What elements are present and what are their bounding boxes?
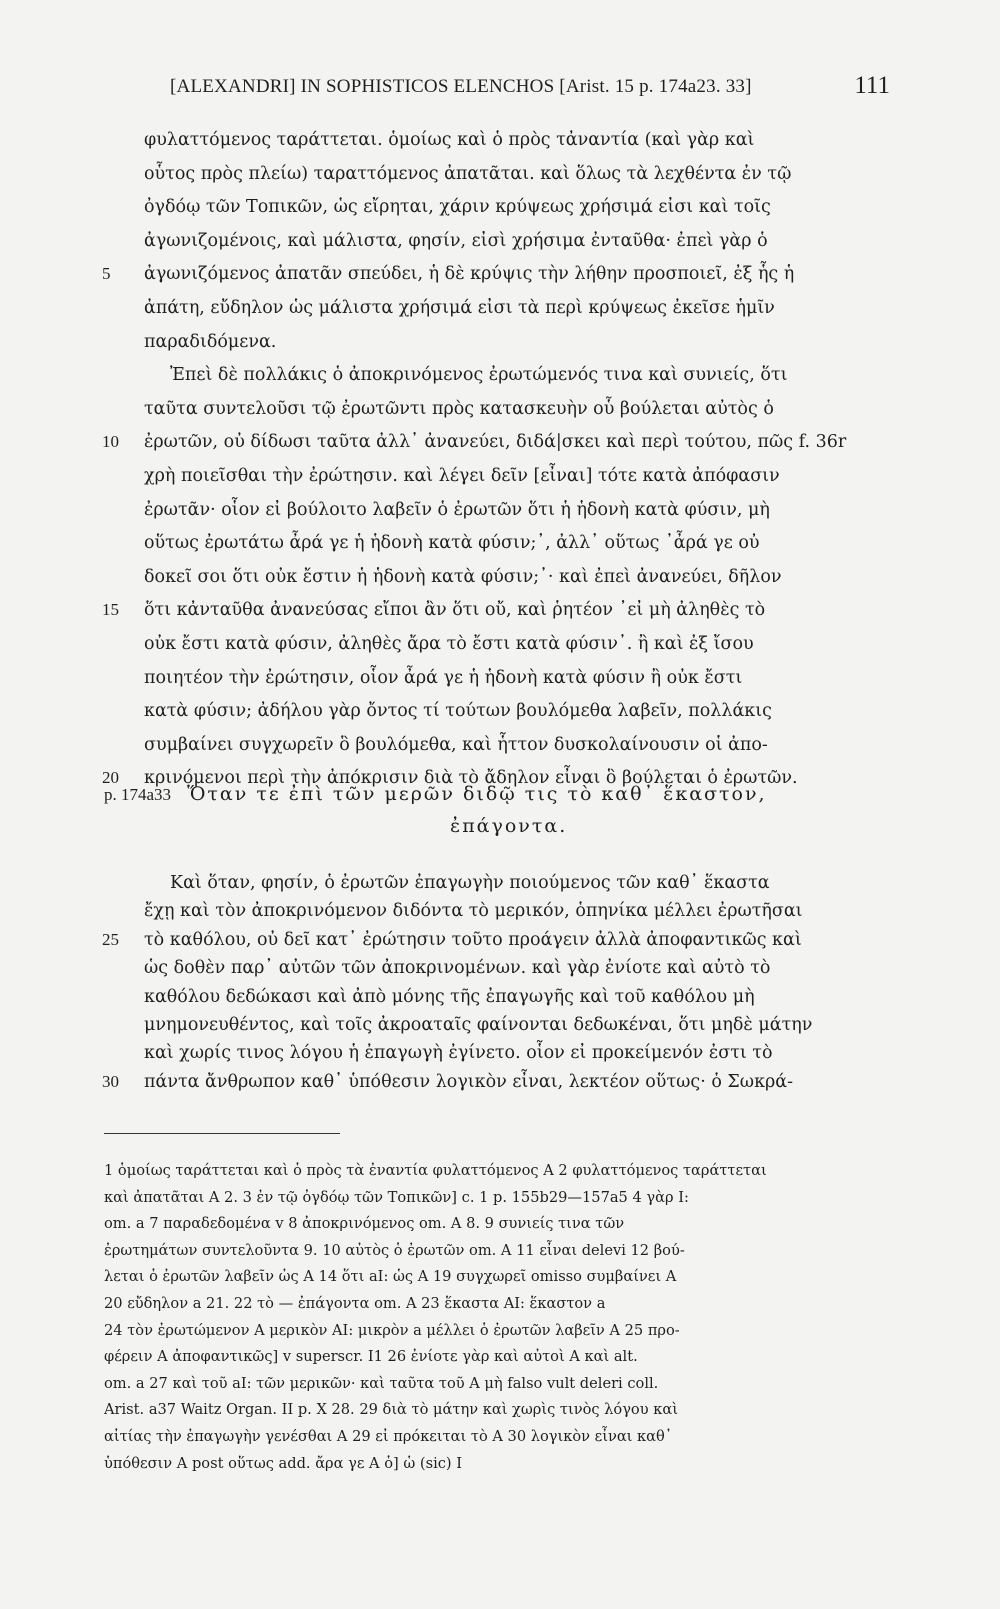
footnote-line: 1 ὁμοίως ταράττεται καὶ ὁ πρὸς τὰ ἐναντία φυλαττόμενος A 2 φυλαττόμενος ταράττεται xyxy=(104,1162,767,1179)
text-line: τὸ καθόλου, οὐ δεῖ κατ᾽ ἐρώτησιν τοῦτο προάγειν ἀλλὰ ἀποφαντικῶς καὶ xyxy=(144,929,802,950)
text-line: ἐρωτᾶν· οἷον εἰ βούλοιτο λαβεῖν ὁ ἐρωτῶν ὅτι ἡ ἡδονὴ κατὰ φύσιν, μὴ xyxy=(144,499,770,520)
text-line: ταῦτα συντελοῦσι τῷ ἐρωτῶντι πρὸς κατασκευὴν οὗ βούλεται αὐτὸς ὁ xyxy=(144,398,774,419)
lemma-text: Ὅταν τε ἐπὶ τῶν μερῶν διδῷ τις τὸ καθ᾽ ἕκαστον, xyxy=(187,783,767,805)
text-line: δοκεῖ σοι ὅτι οὐκ ἔστιν ἡ ἡδονὴ κατὰ φύσιν;᾽· καὶ ἐπεὶ ἀνανεύει, δῆλον xyxy=(144,566,782,587)
footnote-line: Arist. a37 Waitz Organ. II p. X 28. 29 διὰ τὸ μάτην καὶ χωρὶς τινὸς λόγου καὶ xyxy=(104,1401,678,1419)
text-line: ποιητέον τὴν ἐρώτησιν, οἷον ἆρά γε ἡ ἡδονὴ κατὰ φύσιν ἢ οὐκ ἔστι xyxy=(144,667,743,688)
text-line: καὶ χωρίς τινος λόγου ἡ ἐπαγωγὴ ἐγίνετο. οἷον εἰ προκείμενόν ἐστι τὸ xyxy=(144,1043,773,1064)
text-line: ἐρωτῶν, οὐ δίδωσι ταῦτα ἀλλ᾽ ἀνανεύει, διδά|σκει καὶ περὶ τούτου, πῶς f. 36r xyxy=(144,432,847,453)
page-number: 111 xyxy=(854,72,890,99)
line-number: 20 xyxy=(102,768,119,788)
line-number: 15 xyxy=(102,600,119,620)
line-number: 5 xyxy=(102,264,111,284)
text-line: οὗτος πρὸς πλείω) ταραττόμενος ἀπατᾶται. καὶ ὅλως τὰ λεχθέντα ἐν τῷ xyxy=(144,163,792,184)
text-line: ἀγωνιζομένοις, καὶ μάλιστα, φησίν, εἰσὶ χρήσιμα ἐνταῦθα· ἐπεὶ γὰρ ὁ xyxy=(144,230,768,251)
text-line: Ἐπεὶ δὲ πολλάκις ὁ ἀποκρινόμενος ἐρωτώμενός τινα καὶ συνιείς, ὅτι xyxy=(170,365,788,386)
footnote-line: φέρειν A ἀποφαντικῶς] v superscr. I1 26 ἐνίοτε γὰρ καὶ αὐτοὶ A καὶ alt. xyxy=(104,1348,638,1366)
text-line: ὀγδόῳ τῶν Τοπικῶν, ὡς εἴρηται, χάριν κρύψεως χρήσιμά εἰσι καὶ τοῖς xyxy=(144,197,771,218)
text-line: κρινόμενοι περὶ τὴν ἀπόκρισιν διὰ τὸ ἄδηλον εἶναι ὃ βούλεται ὁ ἐρωτῶν. xyxy=(144,768,798,789)
footnote-line: καὶ ἀπατᾶται A 2. 3 ἐν τῷ ὀγδόῳ τῶν Τοπικῶν] c. 1 p. 155b29—157a5 4 γὰρ I: xyxy=(104,1188,689,1206)
text-line: ἔχῃ καὶ τὸν ἀποκρινόμενον διδόντα τὸ μερικόν, ὁπηνίκα μέλλει ἐρωτῆσαι xyxy=(144,901,803,922)
lemma-text-continued: ἐπάγοντα. xyxy=(450,815,568,837)
footnote-line: 24 τὸν ἐρωτώμενον A μερικὸν AI: μικρὸν a μέλλει ὁ ἐρωτῶν λαβεῖν A 25 προ- xyxy=(104,1321,680,1339)
text-line: ὅτι κἀνταῦθα ἀνανεύσας εἴποι ἂν ὅτι οὔ, καὶ ῥητέον ᾽εἰ μὴ ἀληθὲς τὸ xyxy=(144,600,766,621)
lemma-heading xyxy=(104,780,864,809)
running-title: [ALEXANDRI] IN SOPHISTICOS ELENCHOS [Arist. 15 p. 174a23. 33] xyxy=(170,76,752,97)
text-line: συμβαίνει συγχωρεῖν ὃ βουλόμεθα, καὶ ἧττον δυσκολαίνουσιν οἱ ἀπο- xyxy=(144,734,768,755)
footnote-line: om. a 27 καὶ τοῦ aI: τῶν μερικῶν· καὶ ταῦτα τοῦ A μὴ falso vult deleri coll. xyxy=(104,1374,659,1392)
text-line: ἀπάτη, εὔδηλον ὡς μάλιστα χρήσιμά εἰσι τὰ περὶ κρύψεως ἐκεῖσε ἡμῖν xyxy=(144,298,775,318)
footnote-line: ἐρωτημάτων συντελοῦντα 9. 10 αὐτὸς ὁ ἐρωτῶν om. A 11 εἶναι delevi 12 βού- xyxy=(104,1241,685,1259)
text-line: Καὶ ὅταν, φησίν, ὁ ἐρωτῶν ἐπαγωγὴν ποιούμενος τῶν καθ᾽ ἕκαστα xyxy=(170,873,770,893)
lemma-reference: p. 174a33 xyxy=(104,785,172,804)
text-line: πάντα ἄνθρωπον καθ᾽ ὑπόθεσιν λογικὸν εἶναι, λεκτέον οὕτως· ὁ Σωκρά- xyxy=(144,1071,794,1092)
text-line: μνημονευθέντος, καὶ τοῖς ἀκροαταῖς φαίνονται δεδωκέναι, ὅτι μηδὲ μάτην xyxy=(144,1015,813,1035)
text-line: ἀγωνιζόμενος ἀπατᾶν σπεύδει, ἡ δὲ κρύψις τὴν λήθην προσποιεῖ, ἐξ ἧς ἡ xyxy=(144,264,795,285)
line-number: 30 xyxy=(102,1071,119,1091)
footnote-line: λεται ὁ ἐρωτῶν λαβεῖν ὡς A 14 ὅτι aI: ὡς A 19 συγχωρεῖ omisso συμβαίνει A xyxy=(104,1268,677,1286)
line-number: 25 xyxy=(102,929,119,949)
text-line: οὕτως ἐρωτάτω ἆρά γε ἡ ἡδονὴ κατὰ φύσιν;᾽, ἀλλ᾽ οὕτως ᾽ἆρά γε οὐ xyxy=(144,533,760,554)
footnote-line: om. a 7 παραδεδομένα v 8 ἀποκρινόμενος om. A 8. 9 συνιείς τινα τῶν xyxy=(104,1215,625,1233)
text-line: καθόλου δεδώκασι καὶ ἀπὸ μόνης τῆς ἐπαγωγῆς καὶ τοῦ καθόλου μὴ xyxy=(144,986,755,1007)
footnote-line: ὑπόθεσιν A post οὕτως add. ἄρα γε A ὁ] ὡ (sic) I xyxy=(104,1454,463,1472)
footnote-rule xyxy=(104,1133,340,1134)
text-line: παραδιδόμενα. xyxy=(144,331,277,352)
text-line: ὡς δοθὲν παρ᾽ αὐτῶν τῶν ἀποκρινομένων. καὶ γὰρ ἐνίοτε καὶ αὐτὸ τὸ xyxy=(144,958,771,979)
text-line: φυλαττόμενος ταράττεται. ὁμοίως καὶ ὁ πρὸς τἀναντία (καὶ γὰρ καὶ xyxy=(144,130,755,150)
line-number: 10 xyxy=(102,432,119,452)
page-header xyxy=(170,70,890,106)
text-line: χρὴ ποιεῖσθαι τὴν ἐρώτησιν. καὶ λέγει δεῖν [εἶναι] τότε κατὰ ἀπόφασιν xyxy=(144,466,780,486)
text-line: οὐκ ἔστι κατὰ φύσιν, ἀληθὲς ἄρα τὸ ἔστι κατὰ φύσιν᾽. ἢ καὶ ἐξ ἴσου xyxy=(144,634,754,654)
footnote-line: αἰτίας τὴν ἐπαγωγὴν γενέσθαι A 29 εἰ πρόκειται τὸ A 30 λογικὸν εἶναι καθ᾽ xyxy=(104,1428,673,1445)
text-line: κατὰ φύσιν; ἀδήλου γὰρ ὄντος τί τούτων βουλόμεθα λαβεῖν, πολλάκις xyxy=(144,701,772,722)
footnote-line: 20 εὔδηλον a 21. 22 τὸ — ἐπάγοντα om. A 23 ἕκαστα AI: ἕκαστον a xyxy=(104,1295,606,1312)
